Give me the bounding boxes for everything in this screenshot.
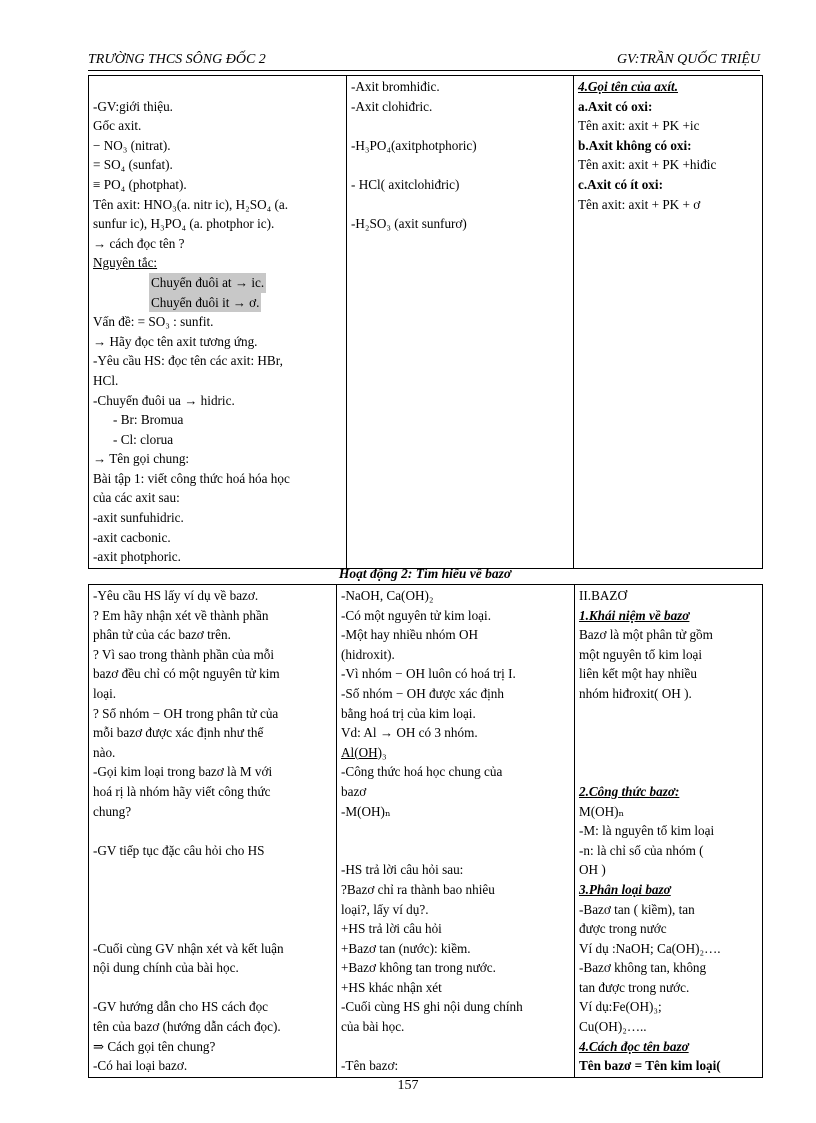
text-line: của bài học.: [341, 1019, 405, 1035]
teacher-activity-cell: [89, 76, 347, 569]
text-line: bằng hoá trị của kim loại.: [341, 705, 476, 721]
text-line: → Tên gọi chung:: [93, 451, 190, 467]
text-line: ?Bazơ chỉ ra thành bao nhiêu: [341, 881, 495, 897]
text-line: -Công thức hoá học chung của: [341, 764, 503, 780]
text-line: Al(OH)₃: [341, 744, 387, 760]
text-line: -Yêu cầu HS: đọc tên các axit: HBr,: [93, 353, 283, 369]
text-line: Vd: Al → OH có 3 nhóm.: [341, 725, 478, 741]
text-line: -Yêu cầu HS lấy ví dụ về bazơ.: [93, 588, 259, 603]
text-line: [579, 762, 758, 782]
text-line: bazơ đều chỉ có một nguyên tử kim: [93, 666, 280, 682]
text-line: [341, 841, 570, 861]
section-title: II.BAZƠ: [579, 588, 627, 603]
text-line: ? Em hãy nhận xét về thành phần: [93, 607, 269, 623]
text-line: -Gọi kim loại trong bazơ là M với: [93, 764, 273, 780]
text-line: Vấn đề: = SO₃ : sunfit.: [93, 314, 214, 330]
text-line: HCl.: [93, 372, 119, 388]
text-line: -Số nhóm − OH được xác định: [341, 685, 504, 701]
text-line: loại.: [93, 685, 117, 701]
base-table: [88, 584, 763, 1078]
acid-table: [88, 75, 763, 569]
text-line: Tên axit: HNO₃(a. nitr ic), H₂SO₄ (a.: [93, 196, 289, 212]
subsection-title: 2.Công thức bazơ:: [579, 783, 680, 799]
text-line: -Bazơ không tan, không: [579, 960, 707, 976]
text-line: Cu(OH)₂…..: [579, 1019, 647, 1035]
text-line: ? Số nhóm − OH trong phân tử của: [93, 705, 279, 721]
text-line: -H₂SO₃ (axit sunfurơ): [351, 216, 467, 232]
text-line: Tên bazơ = Tên kim loại(: [579, 1058, 721, 1074]
text-line: → Hãy đọc tên axit tương ứng.: [93, 333, 258, 349]
subsection-title: 1.Khái niệm về bazơ: [579, 607, 690, 623]
subsection-label: c.Axit có ít oxi:: [578, 176, 663, 192]
text-line: tan được trong nước.: [579, 979, 690, 995]
text-line: [351, 155, 569, 175]
text-line: -Cuối cùng GV nhận xét và kết luận: [93, 940, 284, 956]
text-line: [341, 1037, 570, 1057]
text-line: +Bazơ không tan trong nước.: [341, 960, 496, 976]
text-line: - Cl: clorua: [113, 431, 174, 447]
page-header: [88, 52, 760, 71]
exercise-line: Bài tập 1: viết công thức hoá hóa học: [93, 470, 290, 486]
text-line: của các axit sau:: [93, 490, 180, 506]
subsection-title: 4.Cách đọc tên bazơ: [579, 1038, 689, 1054]
principle-heading: Nguyên tắc:: [93, 255, 158, 271]
text-line: - HCl( axitclohiđric): [351, 176, 460, 192]
teacher-activity-cell: [89, 585, 337, 1078]
subsection-label: b.Axit không có oxi:: [578, 137, 692, 153]
text-line: -axit photphoric.: [93, 549, 181, 565]
text-line: -H₃PO₄(axitphotphoric): [351, 137, 477, 153]
text-line: nào.: [93, 744, 116, 760]
text-line: -M: là nguyên tố kim loại: [579, 823, 715, 839]
text-line: ≡ PO₄ (photphat).: [93, 176, 187, 192]
content-cell: [575, 585, 763, 1078]
section-title: 4.Gọi tên của axít.: [578, 79, 679, 94]
text-line: Bazơ là một phân tử gồm: [579, 627, 713, 643]
text-line: = SO₄ (sunfat).: [93, 157, 173, 173]
text-line: [93, 919, 332, 939]
text-line: [351, 195, 569, 215]
text-line: +Bazơ tan (nước): kiềm.: [341, 940, 471, 956]
text-line: -GV:giới thiệu.: [93, 98, 173, 114]
text-line: -axit sunfuhidric.: [93, 510, 184, 526]
text-line: được trong nước: [579, 921, 667, 937]
text-line: loại?, lấy ví dụ?.: [341, 901, 429, 917]
rule-highlight: Chuyển đuôi it → ơ.: [149, 293, 261, 313]
text-line: [579, 743, 758, 763]
text-line: hoá rị là nhóm hãy viết công thức: [93, 783, 271, 799]
text-line: -Cuối cùng HS ghi nội dung chính: [341, 999, 523, 1015]
text-line: - Br: Bromua: [113, 412, 184, 428]
text-line: -Chuyển đuôi ua → hidric.: [93, 392, 235, 408]
text-line: -GV hướng dẫn cho HS cách đọc: [93, 999, 269, 1015]
text-line: mỗi bazơ được xác định như thế: [93, 725, 264, 741]
text-line: ⇒ Cách gọi tên chung?: [93, 1038, 216, 1054]
text-line: -GV tiếp tục đặc câu hỏi cho HS: [93, 842, 265, 858]
text-line: [93, 860, 332, 880]
page-number: 157: [397, 1078, 419, 1093]
text-line: -Axit clohiđric.: [351, 98, 433, 114]
text-line: +HS trả lời câu hỏi: [341, 921, 442, 937]
text-line: Ví dụ :NaOH; Ca(OH)₂….: [579, 940, 721, 956]
text-line: -NaOH, Ca(OH)₂: [341, 588, 434, 603]
text-line: -Axit bromhiđic.: [351, 79, 440, 94]
text-line: phân tử của các bazơ trên.: [93, 627, 231, 643]
text-line: [579, 704, 758, 724]
subsection-title: 3.Phân loại bazơ: [579, 881, 671, 897]
text-line: bazơ: [341, 783, 367, 799]
text-line: chung?: [93, 803, 132, 819]
text-line: nhóm hiđroxit( OH ).: [579, 685, 692, 701]
text-line: M(OH)ₙ: [579, 803, 625, 819]
text-line: Ví dụ:Fe(OH)₃;: [579, 999, 662, 1015]
text-line: → cách đọc tên ?: [93, 235, 185, 251]
text-line: [93, 880, 332, 900]
text-line: -axit cacbonic.: [93, 529, 171, 545]
text-line: [341, 821, 570, 841]
text-line: -Vì nhóm − OH luôn có hoá trị I.: [341, 666, 516, 682]
text-line: Gốc axit.: [93, 118, 142, 134]
text-line: nội dung chính của bài học.: [93, 960, 239, 976]
text-line: [93, 77, 342, 97]
text-line: một nguyên tố kim loại: [579, 646, 703, 662]
text-line: [93, 821, 332, 841]
text-line: -HS trả lời câu hỏi sau:: [341, 862, 464, 878]
school-name: TRƯỜNG THCS SÔNG ĐỐC 2: [88, 52, 266, 67]
text-line: Tên axit: axit + PK +hiđic: [578, 157, 717, 173]
activity-heading: Hoạt động 2: Tìm hiểu về bazơ: [338, 566, 512, 581]
text-line: [579, 723, 758, 743]
text-line: OH ): [579, 862, 606, 878]
text-line: -Một hay nhiều nhóm OH: [341, 627, 478, 643]
text-line: liên kết một hay nhiều: [579, 666, 697, 682]
text-line: -n: là chỉ số của nhóm (: [579, 842, 704, 858]
content-cell: [574, 76, 763, 569]
student-activity-cell: [337, 585, 575, 1078]
student-activity-cell: [347, 76, 574, 569]
text-line: [351, 116, 569, 136]
text-line: Tên axit: axit + PK +ic: [578, 118, 700, 134]
text-line: Tên axit: axit + PK + ơ: [578, 196, 701, 212]
text-line: -Có một nguyên tử kim loại.: [341, 607, 492, 623]
text-line: -Bazơ tan ( kiềm), tan: [579, 901, 695, 917]
text-line: tên của bazơ (hướng dẫn cách đọc).: [93, 1019, 281, 1035]
text-line: sunfur ic), H₃PO₄ (a. photphor ic).: [93, 216, 275, 232]
rule-highlight: Chuyển đuôi at → ic.: [149, 273, 266, 293]
text-line: +HS khác nhận xét: [341, 979, 442, 995]
teacher-name: GV:TRẦN QUỐC TRIỆU: [617, 52, 760, 67]
text-line: ? Vì sao trong thành phần của mỗi: [93, 646, 275, 662]
text-line: -M(OH)ₙ: [341, 803, 391, 819]
text-line: − NO₃ (nitrat).: [93, 137, 171, 153]
subsection-label: a.Axit có oxi:: [578, 98, 653, 114]
text-line: (hidroxit).: [341, 646, 395, 662]
text-line: [93, 978, 332, 998]
text-line: [93, 900, 332, 920]
text-line: -Có hai loại bazơ.: [93, 1058, 188, 1074]
text-line: -Tên bazơ:: [341, 1058, 399, 1074]
